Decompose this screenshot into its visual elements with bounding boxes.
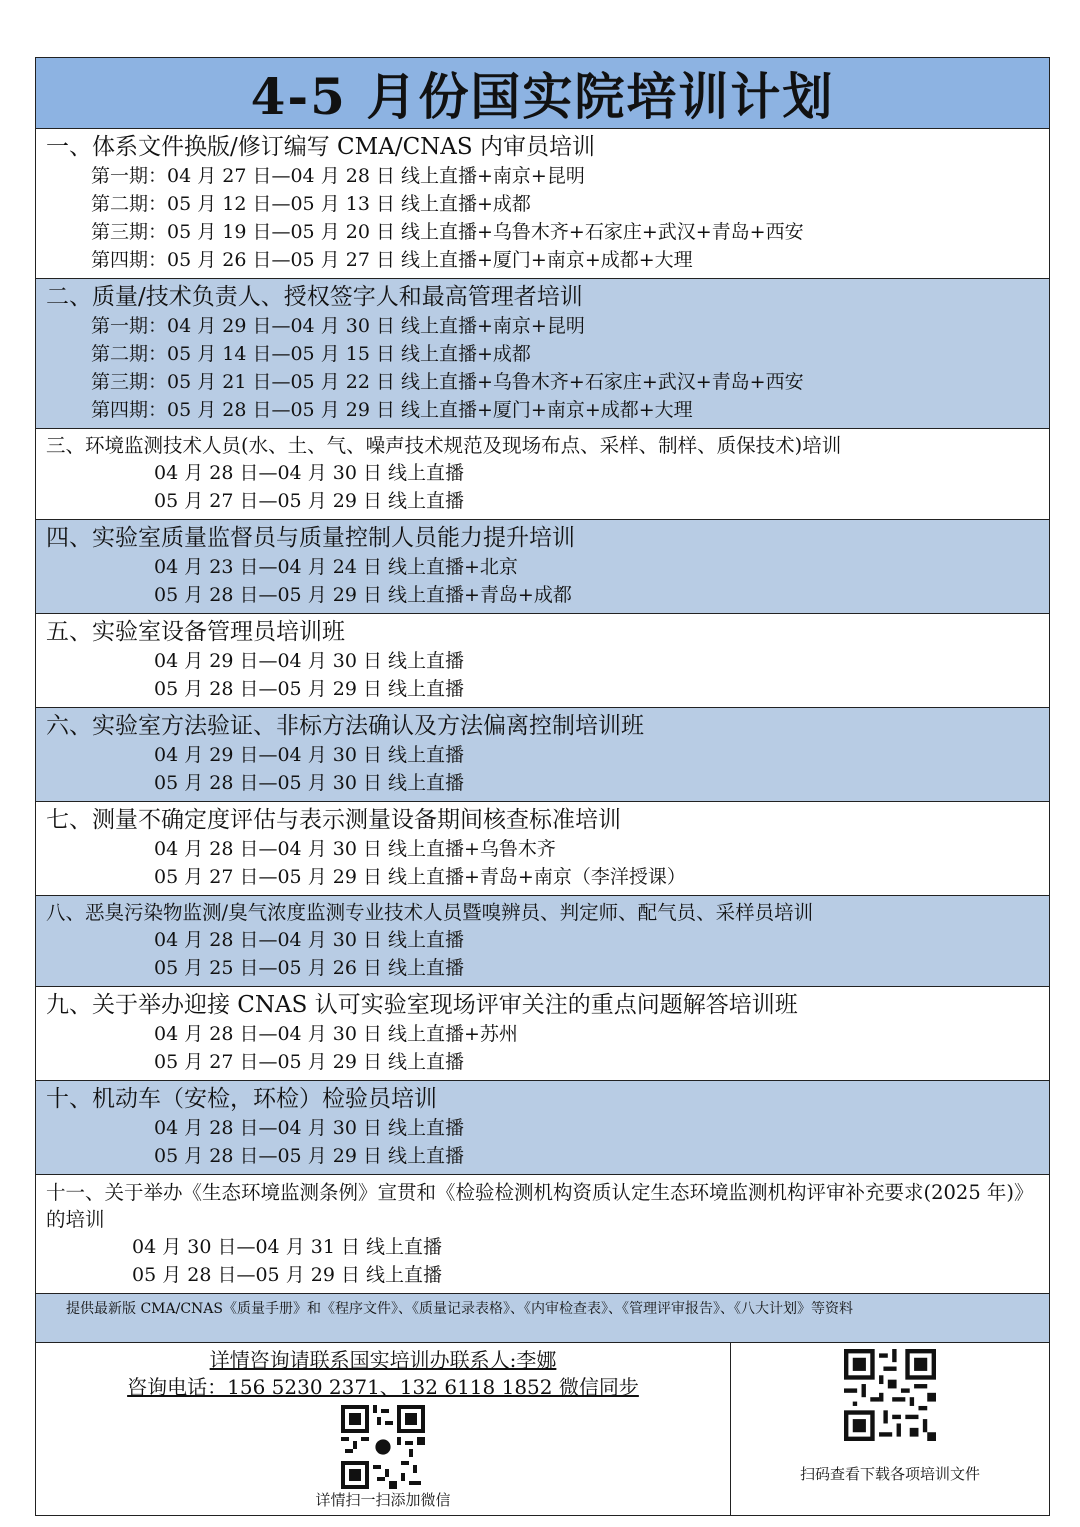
schedule-row: 第一期：04 月 29 日—04 月 30 日 线上直播+南京+昆明 xyxy=(91,315,585,337)
schedule-row: 04 月 28 日—04 月 30 日 线上直播 xyxy=(154,462,464,484)
schedule-row: 05 月 28 日—05 月 29 日 线上直播+青岛+成都 xyxy=(154,584,572,606)
schedule-row: 05 月 28 日—05 月 29 日 线上直播 xyxy=(154,1145,464,1167)
section-5 xyxy=(36,614,1049,708)
schedule-row: 04 月 29 日—04 月 30 日 线上直播 xyxy=(154,744,464,766)
section-10 xyxy=(36,1081,1049,1175)
section-8 xyxy=(36,896,1049,987)
download-panel xyxy=(731,1343,1049,1515)
schedule-row: 04 月 28 日—04 月 30 日 线上直播 xyxy=(154,1117,464,1139)
section-heading: 二、质量/技术负责人、授权签字人和最高管理者培训 xyxy=(46,284,583,310)
section-11 xyxy=(36,1175,1049,1294)
schedule-row: 04 月 23 日—04 月 24 日 线上直播+北京 xyxy=(154,556,518,578)
section-heading: 四、实验室质量监督员与质量控制人员能力提升培训 xyxy=(46,525,575,551)
schedule-row: 第四期：05 月 28 日—05 月 29 日 线上直播+厦门+南京+成都+大理 xyxy=(91,399,693,421)
wechat-caption: 详情扫一扫添加微信 xyxy=(315,1491,451,1509)
schedule-row: 05 月 27 日—05 月 29 日 线上直播 xyxy=(154,1051,464,1073)
section-2 xyxy=(36,279,1049,429)
section-heading: 五、实验室设备管理员培训班 xyxy=(46,619,345,645)
schedule-row: 04 月 28 日—04 月 30 日 线上直播+乌鲁木齐 xyxy=(154,838,556,860)
section-heading: 十一、关于举办《生态环境监测条例》宣贯和《检验检测机构资质认定生态环境监测机构评审补充要求(2025 年)》的培训 xyxy=(46,1181,1034,1231)
download-qr-code[interactable] xyxy=(844,1349,936,1441)
schedule-row: 05 月 28 日—05 月 29 日 线上直播 xyxy=(154,678,464,700)
schedule-row: 05 月 25 日—05 月 26 日 线上直播 xyxy=(154,957,464,979)
section-heading: 九、关于举办迎接 CNAS 认可实验室现场评审关注的重点问题解答培训班 xyxy=(46,992,798,1018)
schedule-row: 05 月 27 日—05 月 29 日 线上直播 xyxy=(154,490,464,512)
schedule-row: 第三期：05 月 19 日—05 月 20 日 线上直播+乌鲁木齐+石家庄+武汉+青岛+西安 xyxy=(91,221,804,243)
materials-notice: 提供最新版 CMA/CNAS《质量手册》和《程序文件》、《质量记录表格》、《内审检查表》、《管理评审报告》、《八大计划》等资料 xyxy=(36,1294,1049,1343)
training-plan-sheet xyxy=(35,57,1050,1516)
schedule-row: 04 月 30 日—04 月 31 日 线上直播 xyxy=(132,1236,442,1258)
schedule-row: 05 月 28 日—05 月 30 日 线上直播 xyxy=(154,772,464,794)
section-heading: 一、体系文件换版/修订编写 CMA/CNAS 内审员培训 xyxy=(46,134,595,160)
schedule-row: 04 月 28 日—04 月 30 日 线上直播 xyxy=(154,929,464,951)
contact-panel xyxy=(36,1343,731,1515)
contact-footer xyxy=(36,1343,1049,1515)
schedule-row: 第二期：05 月 14 日—05 月 15 日 线上直播+成都 xyxy=(91,343,531,365)
schedule-row: 05 月 28 日—05 月 29 日 线上直播 xyxy=(132,1264,442,1286)
section-heading: 六、实验室方法验证、非标方法确认及方法偏离控制培训班 xyxy=(46,713,644,739)
schedule-row: 04 月 28 日—04 月 30 日 线上直播+苏州 xyxy=(154,1023,518,1045)
schedule-row: 第三期：05 月 21 日—05 月 22 日 线上直播+乌鲁木齐+石家庄+武汉+青岛+西安 xyxy=(91,371,804,393)
download-caption: 扫码查看下载各项培训文件 xyxy=(799,1465,980,1483)
section-heading: 八、恶臭污染物监测/臭气浓度监测专业技术人员暨嗅辨员、判定师、配气员、采样员培训 xyxy=(46,901,814,924)
section-heading: 三、环境监测技术人员(水、土、气、噪声技术规范及现场布点、采样、制样、质保技术)培训 xyxy=(46,434,842,457)
schedule-row: 05 月 27 日—05 月 29 日 线上直播+青岛+南京（李洋授课） xyxy=(154,866,686,888)
section-6 xyxy=(36,708,1049,802)
page-title: 4-5 月份国实院培训计划 xyxy=(36,58,1049,129)
section-heading: 七、测量不确定度评估与表示测量设备期间核查标准培训 xyxy=(46,807,621,833)
contact-phone: 咨询电话：156 5230 2371、132 6118 1852 微信同步 xyxy=(127,1375,639,1399)
contact-person: 详情咨询请联系国实培训办联系人:李娜 xyxy=(209,1348,557,1372)
wechat-qr-code[interactable] xyxy=(341,1405,425,1489)
schedule-row: 第一期：04 月 27 日—04 月 28 日 线上直播+南京+昆明 xyxy=(91,165,585,187)
schedule-row: 04 月 29 日—04 月 30 日 线上直播 xyxy=(154,650,464,672)
section-3 xyxy=(36,429,1049,520)
section-9 xyxy=(36,987,1049,1081)
section-1 xyxy=(36,129,1049,279)
schedule-row: 第二期：05 月 12 日—05 月 13 日 线上直播+成都 xyxy=(91,193,531,215)
section-heading: 十、机动车（安检，环检）检验员培训 xyxy=(46,1086,437,1112)
schedule-row: 第四期：05 月 26 日—05 月 27 日 线上直播+厦门+南京+成都+大理 xyxy=(91,249,693,271)
section-4 xyxy=(36,520,1049,614)
section-7 xyxy=(36,802,1049,896)
